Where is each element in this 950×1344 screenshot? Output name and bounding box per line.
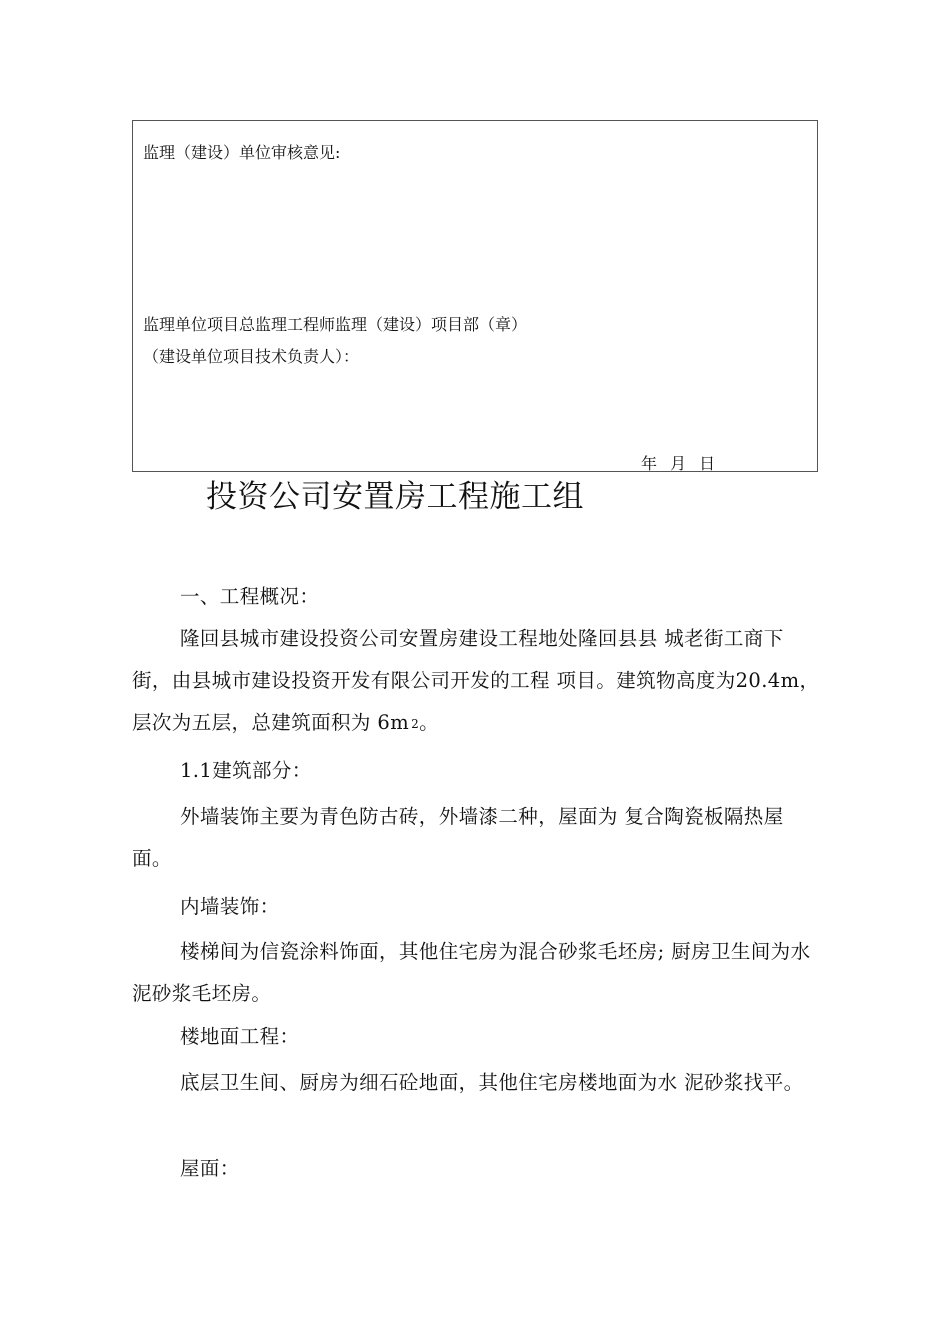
document-title: 投资公司安置房工程施工组	[206, 479, 584, 515]
exterior-paragraph: 外墙装饰主要为青色防古砖，外墙漆二种，屋面为 复合陶瓷板隔热屋面。	[132, 805, 784, 870]
interior-heading: 内墙装饰：	[180, 895, 280, 918]
overview-end: 。	[419, 711, 440, 734]
review-opinion-label: 监理（建设）单位审核意见:	[143, 143, 341, 162]
section-heading-overview: 一、工程概况：	[180, 585, 320, 608]
area-superscript: 2	[411, 717, 420, 731]
overview-text: 隆回县城市建设投资公司安置房建设工程地处隆回县县 城老街工商下街，由县城市建设投资开发有限公司开发的工程 项目。建筑物高度为20.4m，层次为五层，总建筑面积为 6m	[132, 627, 820, 734]
overview-paragraph	[132, 618, 822, 746]
subsection-heading-architecture: 1.1建筑部分：	[180, 759, 312, 782]
chief-engineer-label: 监理单位项目总监理工程师监理（建设）项目部（章）	[143, 315, 528, 334]
date-line: 年 月 日	[641, 454, 720, 473]
roof-heading: 屋面：	[180, 1157, 240, 1180]
floor-paragraph: 底层卫生间、厨房为细石砼地面，其他住宅房楼地面为水 泥砂浆找平。	[180, 1071, 804, 1094]
floor-heading: 楼地面工程：	[180, 1025, 300, 1048]
interior-paragraph: 楼梯间为信瓷涂料饰面，其他住宅房为混合砂浆毛坯房; 厨房卫生间为水泥砂浆毛坯房。	[132, 940, 811, 1005]
approval-box	[132, 120, 818, 472]
technical-lead-label: （建设单位项目技术负责人）：	[143, 347, 360, 366]
